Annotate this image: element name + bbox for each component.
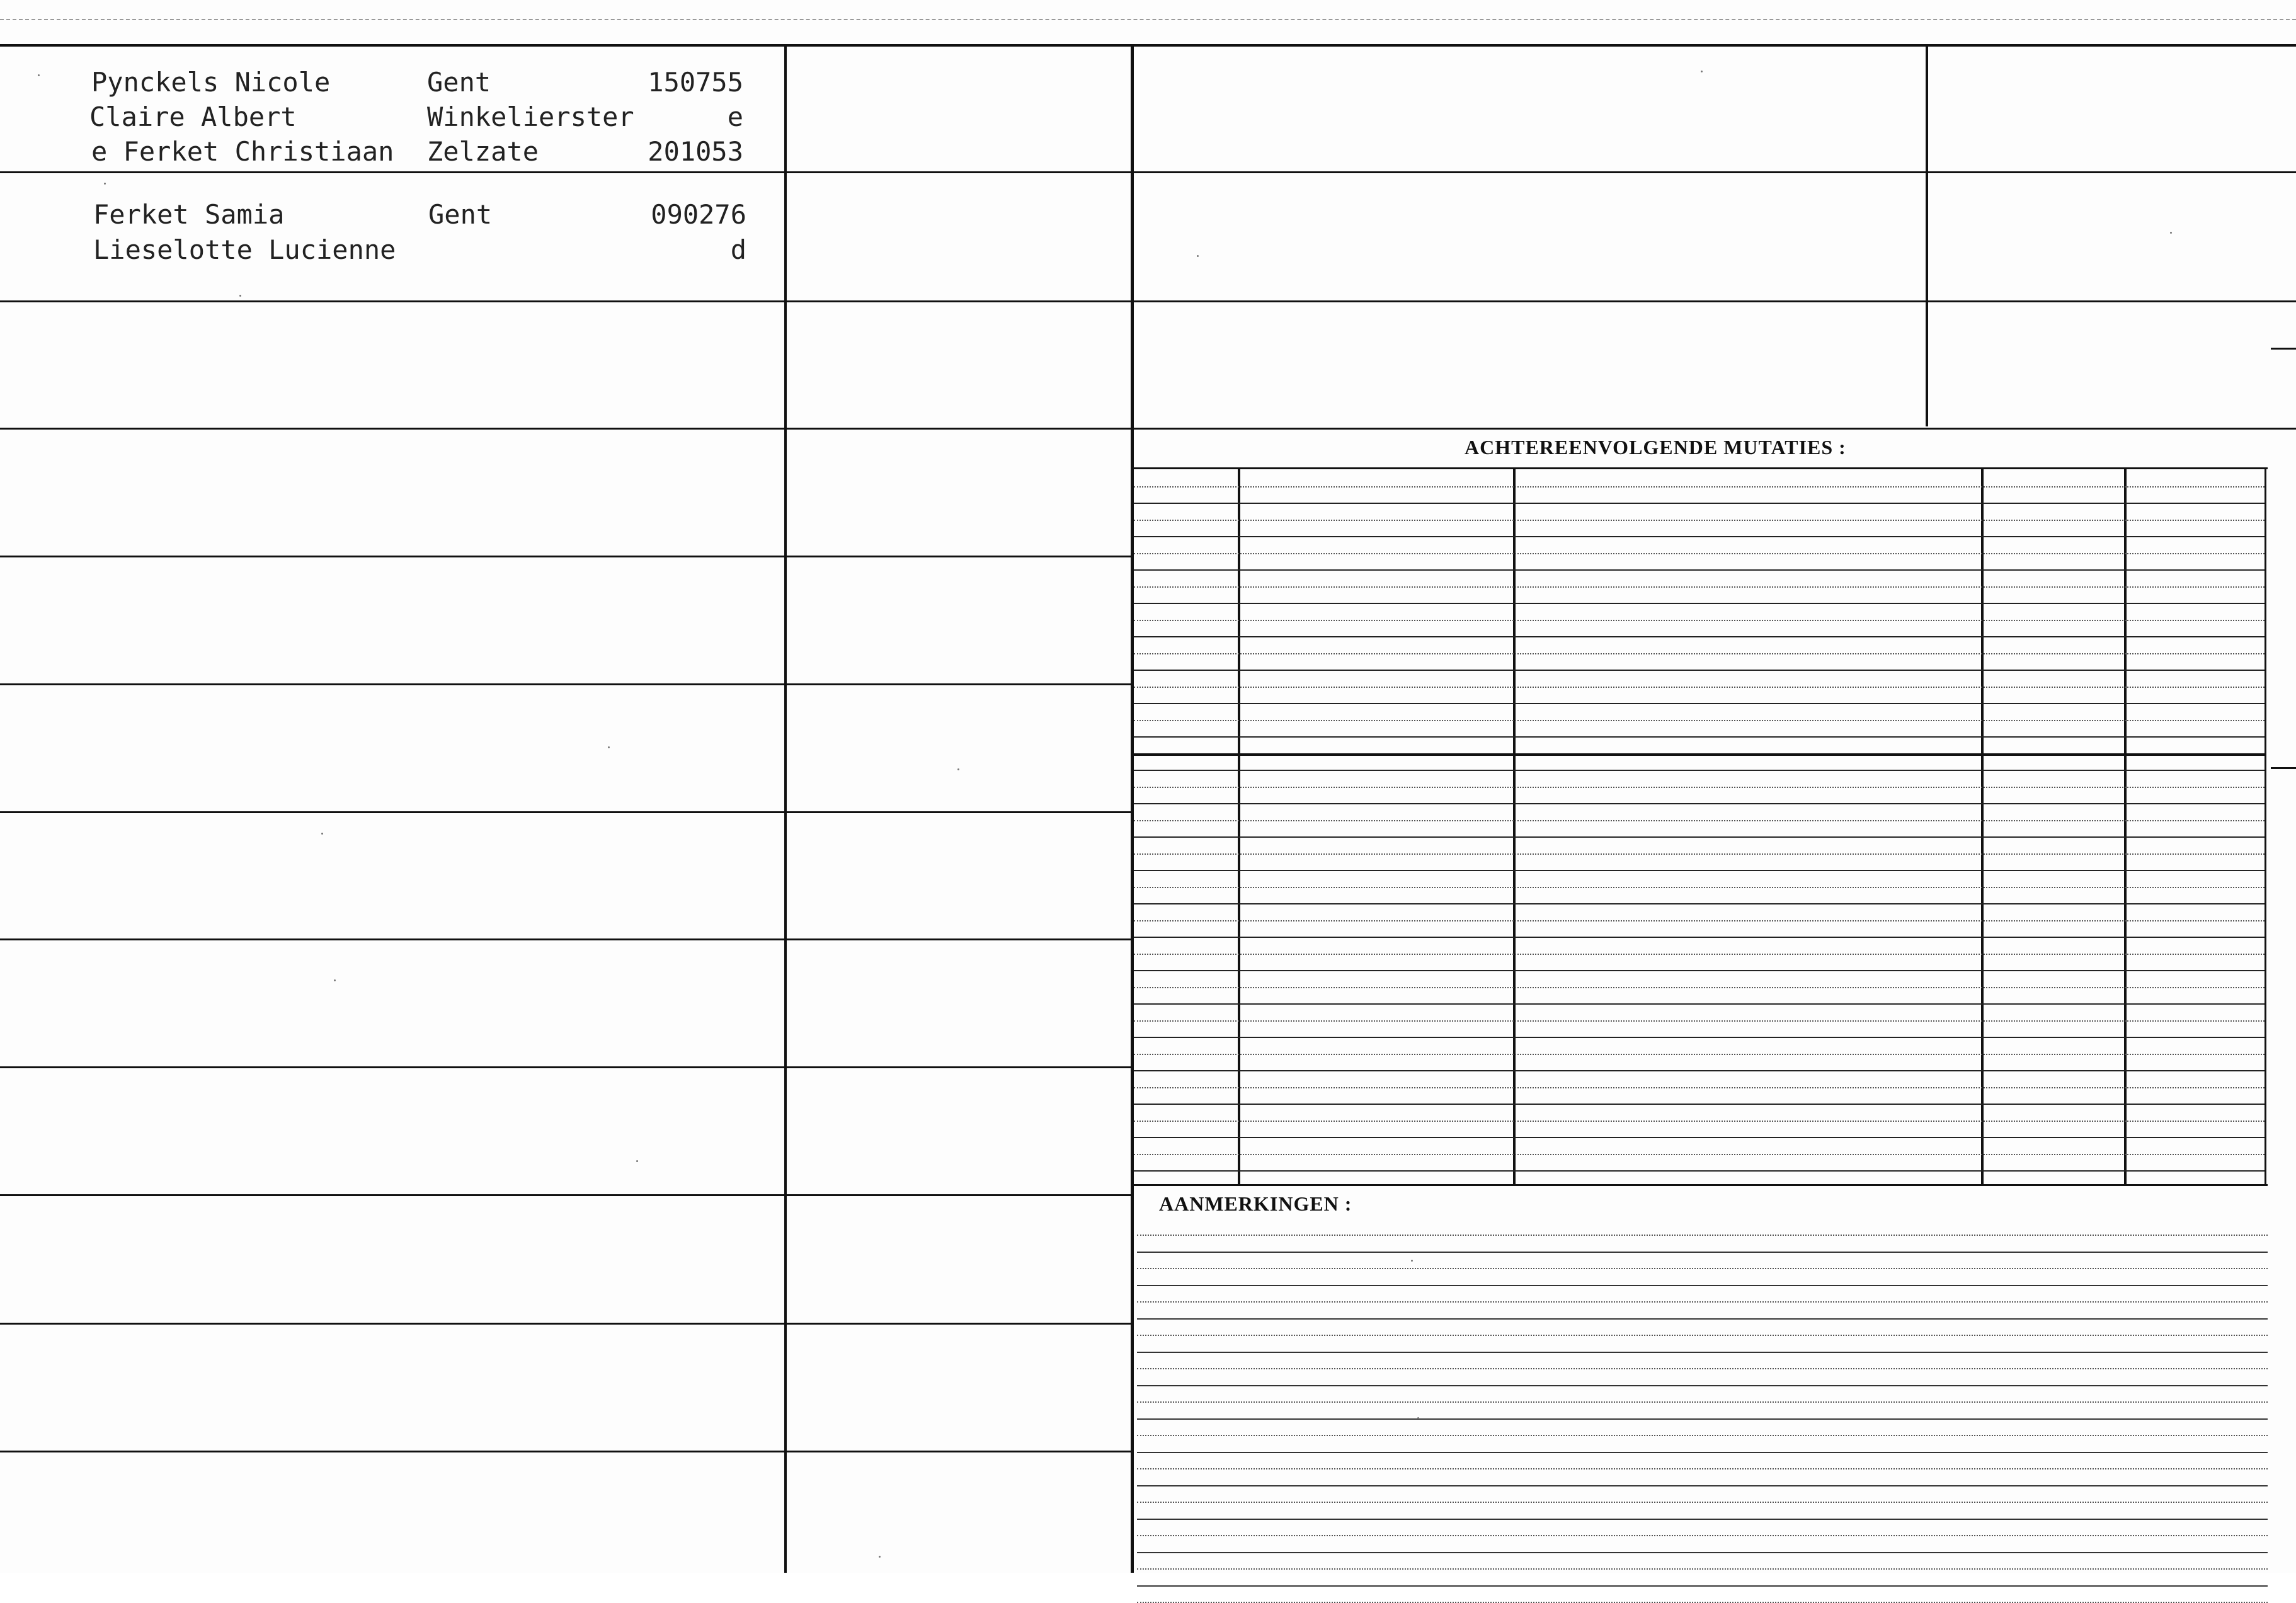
remarks-rule xyxy=(1137,1502,2268,1503)
scan-speck xyxy=(608,746,610,748)
entry-2-place-line-1: Gent xyxy=(428,199,493,230)
scan-speck xyxy=(879,1556,881,1558)
mutations-rule xyxy=(1134,620,2265,621)
mutations-rule xyxy=(1134,770,2265,771)
mutations-rule xyxy=(1134,603,2265,604)
remarks-rule xyxy=(1137,1285,2268,1286)
entry-2-name-line-2: Lieselotte Lucienne xyxy=(93,234,396,265)
right-edge-tick xyxy=(2271,348,2296,350)
remarks-rule xyxy=(1137,1368,2268,1369)
mutations-rule xyxy=(1134,520,2265,521)
remarks-rule xyxy=(1137,1401,2268,1403)
left-row-line xyxy=(0,1194,1131,1196)
mutations-rule xyxy=(1134,1087,2265,1088)
entry-1-code-line-3: 201053 xyxy=(648,136,743,167)
entry-2-code-line-2: d xyxy=(730,234,746,265)
remarks-rule xyxy=(1137,1268,2268,1269)
mutations-rule xyxy=(1134,887,2265,888)
mutations-rule xyxy=(1134,853,2265,855)
mutations-rule xyxy=(1134,954,2265,955)
entry-1-place-line-3: Zelzate xyxy=(427,136,539,167)
left-row-line xyxy=(0,683,1131,685)
remarks-rule xyxy=(1137,1435,2268,1436)
mutations-col-line xyxy=(1513,469,1516,1184)
mutations-rule xyxy=(1134,1020,2265,1022)
left-row-line xyxy=(0,1323,1131,1325)
mutations-rule xyxy=(1134,503,2265,504)
entry-1-name-line-3: e Ferket Christiaan xyxy=(91,136,394,167)
mutations-rule xyxy=(1134,987,2265,988)
remarks-rule xyxy=(1137,1485,2268,1486)
remarks-rule xyxy=(1137,1335,2268,1336)
remarks-rule xyxy=(1137,1585,2268,1587)
mutations-rule xyxy=(1134,1070,2265,1071)
mutations-rule xyxy=(1134,486,2265,488)
left-row-line xyxy=(0,1066,1131,1068)
right-row-line xyxy=(1134,300,2296,302)
entry-1-place-line-2: Winkelierster xyxy=(427,101,634,132)
mutations-rule xyxy=(1134,670,2265,671)
mutations-rule xyxy=(1134,937,2265,938)
scan-speck xyxy=(1417,1417,1419,1419)
mutations-rule xyxy=(1134,569,2265,571)
scan-speck xyxy=(239,295,241,297)
mutations-rule xyxy=(1134,703,2265,704)
left-row-line xyxy=(0,1451,1131,1452)
remarks-rule xyxy=(1137,1252,2268,1253)
mutations-rule xyxy=(1134,920,2265,921)
remarks-rule xyxy=(1137,1568,2268,1570)
remarks-rule xyxy=(1137,1535,2268,1536)
mutations-rule xyxy=(1134,1037,2265,1038)
scan-speck xyxy=(104,183,106,185)
remarks-rule xyxy=(1137,1385,2268,1386)
remarks-rule xyxy=(1137,1301,2268,1303)
mutations-rule xyxy=(1134,553,2265,554)
mutations-rule xyxy=(1134,536,2265,537)
remarks-top-line xyxy=(1134,1184,2268,1186)
left-row-line xyxy=(0,938,1131,940)
mutations-rule xyxy=(1134,586,2265,588)
mutations-rule xyxy=(1134,787,2265,788)
top-faint-line xyxy=(0,19,2296,20)
right-row-line xyxy=(1134,428,2296,430)
mutations-col-line xyxy=(2265,469,2266,1184)
mutations-col-line xyxy=(1238,469,1240,1184)
mutations-rule xyxy=(1134,903,2265,904)
column-divider-3 xyxy=(1926,45,1928,426)
mutations-rule xyxy=(1134,1154,2265,1155)
mutations-rule xyxy=(1134,1003,2265,1005)
mutations-rule xyxy=(1134,970,2265,971)
remarks-rule xyxy=(1137,1352,2268,1353)
remarks-rule xyxy=(1137,1235,2268,1236)
scan-speck xyxy=(1411,1260,1413,1262)
mutations-rule xyxy=(1134,1054,2265,1055)
mutations-col-line xyxy=(1981,469,1984,1184)
mutations-grid xyxy=(1134,469,2268,1184)
remarks-rule xyxy=(1137,1452,2268,1453)
left-row-line xyxy=(0,171,1131,173)
mutations-rule xyxy=(1134,687,2265,688)
mutations-rule xyxy=(1134,803,2265,804)
entry-1-code-line-2: e xyxy=(727,101,743,132)
left-row-line xyxy=(0,300,1131,302)
scan-speck xyxy=(636,1160,638,1162)
remarks-heading: AANMERKINGEN : xyxy=(1159,1192,1352,1215)
right-row-line xyxy=(1134,171,2296,173)
mutations-rule xyxy=(1134,1170,2265,1172)
scan-speck xyxy=(2170,232,2172,234)
remarks-rule xyxy=(1137,1418,2268,1420)
mutations-rule xyxy=(1134,836,2265,838)
mutations-rule xyxy=(1134,636,2265,637)
right-edge-tick xyxy=(2271,767,2296,769)
left-row-line xyxy=(0,428,1131,430)
remarks-rule xyxy=(1137,1552,2268,1553)
entry-1-place-line-1: Gent xyxy=(427,67,491,98)
mutations-rule xyxy=(1134,720,2265,721)
mutations-rule xyxy=(1134,820,2265,821)
entry-2-name-line-1: Ferket Samia xyxy=(93,199,285,230)
remarks-rule xyxy=(1137,1468,2268,1469)
mutations-rule xyxy=(1134,653,2265,654)
mutations-rule xyxy=(1134,1104,2265,1105)
scan-speck xyxy=(957,768,959,770)
mutations-rule xyxy=(1134,736,2265,738)
scan-speck xyxy=(1701,71,1703,72)
top-border-line xyxy=(0,44,2296,47)
scan-speck xyxy=(321,833,323,835)
mutations-col-line xyxy=(2124,469,2127,1184)
entry-2-code-line-1: 090276 xyxy=(651,199,746,230)
scan-speck xyxy=(38,74,40,76)
entry-1-name-line-2: Claire Albert xyxy=(89,101,297,132)
column-divider-1 xyxy=(784,45,787,1573)
mutations-rule xyxy=(1134,753,2265,756)
mutations-rule xyxy=(1134,1121,2265,1122)
mutations-heading: ACHTEREENVOLGENDE MUTATIES : xyxy=(1465,436,1846,459)
scan-speck xyxy=(1197,255,1199,257)
scan-speck xyxy=(334,979,336,981)
mutations-rule xyxy=(1134,1137,2265,1138)
remarks-rule xyxy=(1137,1318,2268,1320)
entry-1-code-line-1: 150755 xyxy=(648,67,743,98)
mutations-rule xyxy=(1134,870,2265,871)
left-row-line xyxy=(0,811,1131,813)
entry-1-name-line-1: Pynckels Nicole xyxy=(91,67,331,98)
left-row-line xyxy=(0,556,1131,557)
remarks-rule xyxy=(1137,1519,2268,1520)
